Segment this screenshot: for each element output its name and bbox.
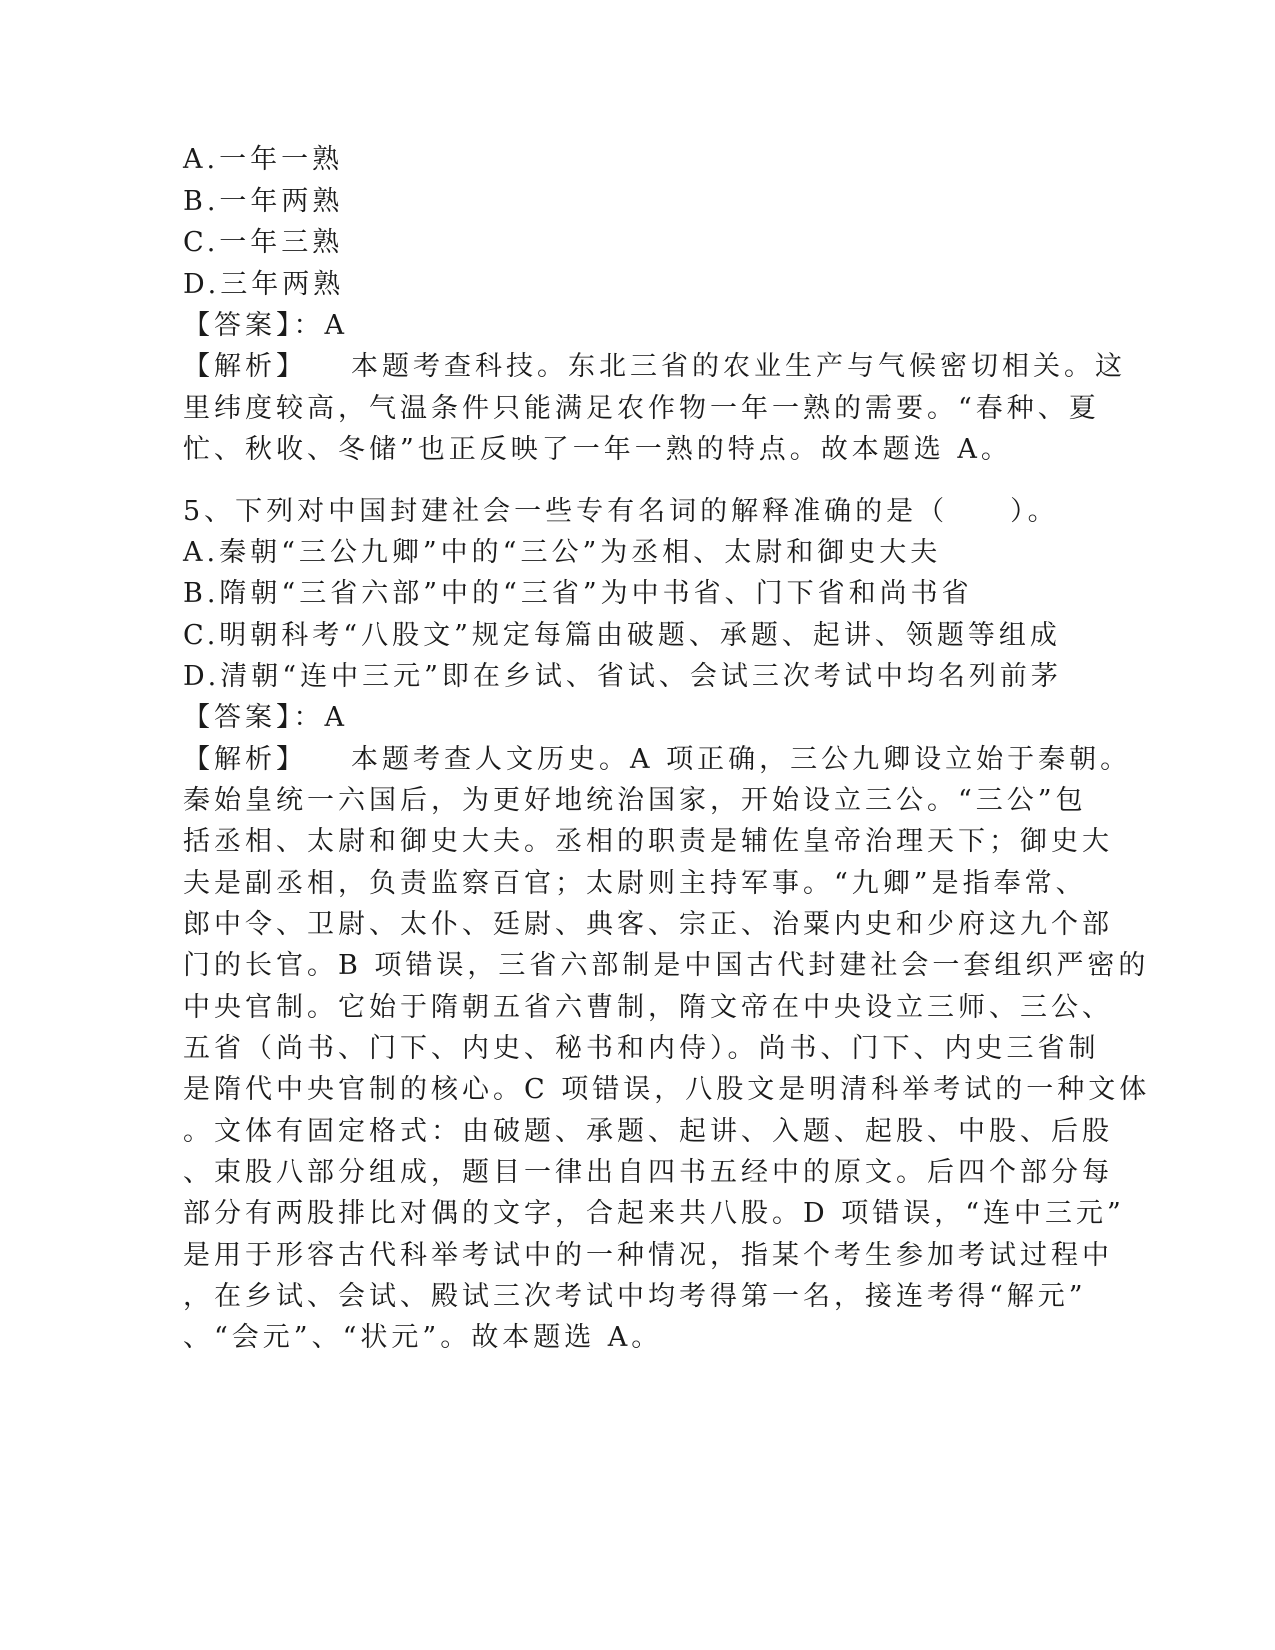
q5-analysis-line-10: 。文体有固定格式：由破题、承题、起讲、入题、起股、中股、后股 (183, 1116, 1113, 1147)
q5-answer-sep: ： (293, 702, 325, 733)
q4-analysis-label: 【解析】 (183, 351, 307, 382)
q5-question: 5、下列对中国封建社会一些专有名词的解释准确的是（ ）。 (183, 496, 1059, 527)
q5-answer-value: A (324, 702, 348, 733)
q4-analysis-text-1: 本题考查科技。东北三省的农业生产与气候密切相关。这 (351, 351, 1126, 382)
q4-option-b: B.一年两熟 (183, 186, 344, 217)
q5-answer (183, 698, 1083, 738)
q4-answer-value: A (324, 310, 348, 341)
q4-analysis-line-2: 里纬度较高，气温条件只能满足农作物一年一熟的需要。“春种、夏 (183, 393, 1100, 424)
q4-analysis-line-1 (183, 347, 1126, 387)
q5-analysis-line-2: 秦始皇统一六国后，为更好地统治国家，开始设立三公。“三公”包 (183, 785, 1087, 816)
q5-analysis-line-3: 括丞相、太尉和御史大夫。丞相的职责是辅佐皇帝治理天下；御史大 (183, 826, 1113, 857)
q5-answer-label: 【答案】 (183, 702, 294, 733)
q4-answer (183, 306, 1083, 346)
q4-option-d: D.三年两熟 (183, 269, 345, 300)
q5-analysis-line-4: 夫是副丞相，负责监察百官；太尉则主持军事。“九卿”是指奉常、 (183, 868, 1087, 899)
q4-answer-label: 【答案】 (183, 310, 294, 341)
q5-analysis-line-11: 、束股八部分组成，题目一律出自四书五经中的原文。后四个部分每 (183, 1157, 1113, 1188)
q5-option-c: C.明朝科考“八股文”规定每篇由破题、承题、起讲、领题等组成 (183, 620, 1061, 651)
q5-analysis-line-15: 、“会元”、“状元”。故本题选 A。 (183, 1322, 663, 1353)
q5-analysis-line-14: ，在乡试、会试、殿试三次考试中均考得第一名，接连考得“解元” (183, 1281, 1087, 1312)
q5-analysis-line-5: 郎中令、卫尉、太仆、廷尉、典客、宗正、治粟内史和少府这九个部 (183, 909, 1113, 940)
q4-analysis-line-3: 忙、秋收、冬储”也正反映了一年一熟的特点。故本题选 A。 (183, 434, 1012, 465)
q5-option-a: A.秦朝“三公九卿”中的“三公”为丞相、太尉和御史大夫 (183, 537, 942, 568)
q5-option-b: B.隋朝“三省六部”中的“三省”为中书省、门下省和尚书省 (183, 578, 973, 609)
q4-answer-sep: ： (293, 310, 325, 341)
q5-option-d: D.清朝“连中三元”即在乡试、省试、会试三次考试中均名列前茅 (183, 661, 1062, 692)
q5-analysis-line-8: 五省（尚书、门下、内史、秘书和内侍）。尚书、门下、内史三省制 (183, 1033, 1100, 1064)
q4-option-c: C.一年三熟 (183, 227, 344, 258)
q5-analysis-line-13: 是用于形容古代科举考试中的一种情况，指某个考生参加考试过程中 (183, 1240, 1113, 1271)
q5-analysis-line-12: 部分有两股排比对偶的文字，合起来共八股。D 项错误，“连中三元” (183, 1198, 1125, 1229)
q5-analysis-line-7: 中央官制。它始于隋朝五省六曹制，隋文帝在中央设立三师、三公、 (183, 992, 1113, 1023)
q4-option-a: A.一年一熟 (183, 144, 344, 175)
q5-analysis-line-1 (183, 740, 1132, 780)
q5-analysis-line-9: 是隋代中央官制的核心。C 项错误，八股文是明清科举考试的一种文体 (183, 1074, 1151, 1105)
q5-analysis-line-6: 门的长官。B 项错误，三省六部制是中国古代封建社会一套组织严密的 (183, 950, 1150, 981)
q5-analysis-label: 【解析】 (183, 744, 307, 775)
q5-analysis-text-1: 本题考查人文历史。A 项正确，三公九卿设立始于秦朝。 (351, 744, 1132, 775)
